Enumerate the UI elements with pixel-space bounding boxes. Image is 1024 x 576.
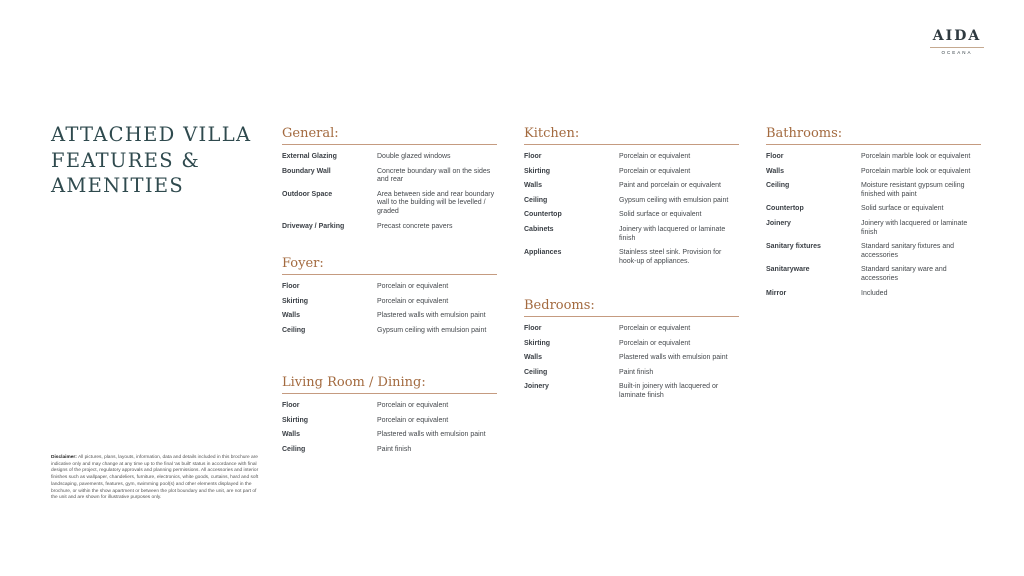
feature-row [282,223,497,232]
title-line: AMENITIES [51,174,185,197]
page-title [51,122,251,199]
feature-row [766,290,981,299]
section-living-dining [282,375,497,460]
feature-value: Stainless steel sink. Provision for hook-up of appliances. [619,249,722,265]
feature-value: Porcelain or equivalent [619,153,691,160]
feature-value: Plastered walls with emulsion paint [619,354,728,362]
feature-label: Floor [766,153,784,160]
feature-value: Plastered walls with emulsion paint [377,431,486,439]
feature-label: Appliances [524,249,562,257]
disclaimer [51,455,263,502]
feature-label: Cabinets [524,225,554,233]
feature-row [282,153,497,162]
feature-label: Walls [282,312,301,320]
feature-label: External Glazing [282,153,337,160]
feature-label: Outdoor Space [282,190,333,198]
feature-label: Skirting [524,339,551,347]
feature-label: Walls [282,431,301,439]
feature-value: Concrete boundary wall on the sides and rear [377,167,491,184]
feature-row [766,182,981,199]
feature-row [524,197,739,206]
feature-row [766,153,981,162]
feature-label: Countertop [766,205,804,213]
feature-label: Mirror [766,289,787,297]
feature-value: Porcelain or equivalent [377,297,449,305]
feature-label: Walls [524,182,543,190]
feature-value: Built-in joinery with lacquered or laminate finish [619,383,719,399]
feature-value: Paint and porcelain or equivalent [619,182,721,190]
feature-label: Floor [524,153,542,160]
feature-label: Floor [282,402,300,409]
feature-row [524,369,739,378]
section-foyer [282,256,497,341]
feature-label: Skirting [524,167,551,175]
feature-value: Paint finish [377,445,412,453]
feature-row [524,168,739,177]
section-heading: Kitchen: [524,126,739,145]
feature-value: Gypsum ceiling with emulsion paint [619,196,729,204]
feature-label: Skirting [282,416,309,424]
feature-label: Ceiling [766,182,790,190]
logo-subtitle: OCEANA [941,50,973,55]
section-bedrooms [524,298,739,407]
logo-name: AIDA [932,28,982,44]
brand-logo [930,28,984,55]
feature-row [766,205,981,214]
logo-divider [930,47,984,48]
disclaimer-label: Disclaimer: [51,455,77,460]
feature-label: Sanitary fixtures [766,243,821,251]
section-heading: Bathrooms: [766,126,981,145]
feature-row [282,431,497,440]
feature-row [524,383,739,400]
feature-value: Porcelain marble look or equivalent [861,167,971,175]
feature-row [766,243,981,260]
feature-value: Porcelain or equivalent [619,325,691,332]
title-line: FEATURES & [51,148,201,172]
feature-row [524,325,739,334]
feature-row [282,191,497,217]
feature-value: Included [861,289,888,297]
feature-row [282,298,497,307]
feature-label: Countertop [524,211,562,219]
feature-row [282,312,497,321]
title-line: ATTACHED VILLA [51,123,252,146]
section-heading: Bedrooms: [524,298,739,317]
feature-label: Skirting [282,297,309,305]
feature-label: Joinery [766,219,791,227]
feature-value: Solid surface or equivalent [861,205,944,213]
feature-label: Ceiling [524,368,548,376]
section-heading: General: [282,126,497,145]
feature-row [524,226,739,243]
feature-label: Floor [524,325,542,332]
section-bathrooms [766,126,981,304]
feature-row [282,327,497,336]
disclaimer-text: All pictures, plans, layouts, information, data and details included in this brochure are indicative only and may change at any time up to the final 'as built' status in accordance with final designs of the project, regulatory approvals and planning permissions. All accessories and interior finishes such as wallpaper, chandeliers, furniture, electronics, white goods, curtains, hard and soft landscaping, pavements, features, gym, swimming pool(s) and other elements displayed in the brochure, or within the show apartment or between the plot boundary and the unit, are not part of the unit and are shown for illustrative purposes only. [51,455,259,501]
feature-value: Porcelain marble look or equivalent [861,153,971,160]
feature-value: Area between side and rear boundary wall to the building will be levelled / graded [377,190,495,215]
feature-label: Walls [524,354,543,362]
feature-value: Porcelain or equivalent [377,283,449,290]
section-heading: Living Room / Dining: [282,375,497,394]
feature-value: Joinery with lacquered or laminate finish [619,225,726,242]
feature-row [282,417,497,426]
feature-row [524,249,739,266]
feature-value: Moisture resistant gypsum ceiling finished with paint [861,182,965,198]
feature-row [766,168,981,177]
feature-label: Joinery [524,383,549,391]
feature-row [524,340,739,349]
feature-value: Solid surface or equivalent [619,211,702,219]
section-kitchen [524,126,739,272]
feature-value: Porcelain or equivalent [377,402,449,409]
section-heading: Foyer: [282,256,497,275]
feature-label: Ceiling [524,196,548,204]
feature-label: Ceiling [282,326,306,334]
feature-value: Porcelain or equivalent [619,339,691,347]
feature-label: Driveway / Parking [282,222,345,230]
feature-value: Standard sanitary fixtures and accessories [861,243,954,259]
feature-row [282,402,497,411]
feature-row [524,211,739,220]
feature-row [766,220,981,237]
feature-label: Walls [766,167,785,175]
feature-value: Porcelain or equivalent [377,416,449,424]
feature-row [524,354,739,363]
feature-value: Precast concrete pavers [377,222,453,230]
feature-row [524,182,739,191]
feature-value: Plastered walls with emulsion paint [377,312,486,320]
feature-row [282,168,497,185]
feature-value: Paint finish [619,368,654,376]
feature-row [282,446,497,455]
feature-label: Floor [282,283,300,290]
feature-value: Porcelain or equivalent [619,167,691,175]
feature-label: Boundary Wall [282,167,331,175]
feature-value: Gypsum ceiling with emulsion paint [377,326,487,334]
feature-value: Standard sanitary ware and accessories [861,266,947,282]
feature-label: Ceiling [282,445,306,453]
section-general [282,126,497,237]
feature-label: Sanitaryware [766,266,810,274]
feature-row [766,266,981,283]
feature-value: Joinery with lacquered or laminate finish [861,219,968,236]
feature-row [282,283,497,292]
feature-row [524,153,739,162]
feature-value: Double glazed windows [377,153,451,160]
